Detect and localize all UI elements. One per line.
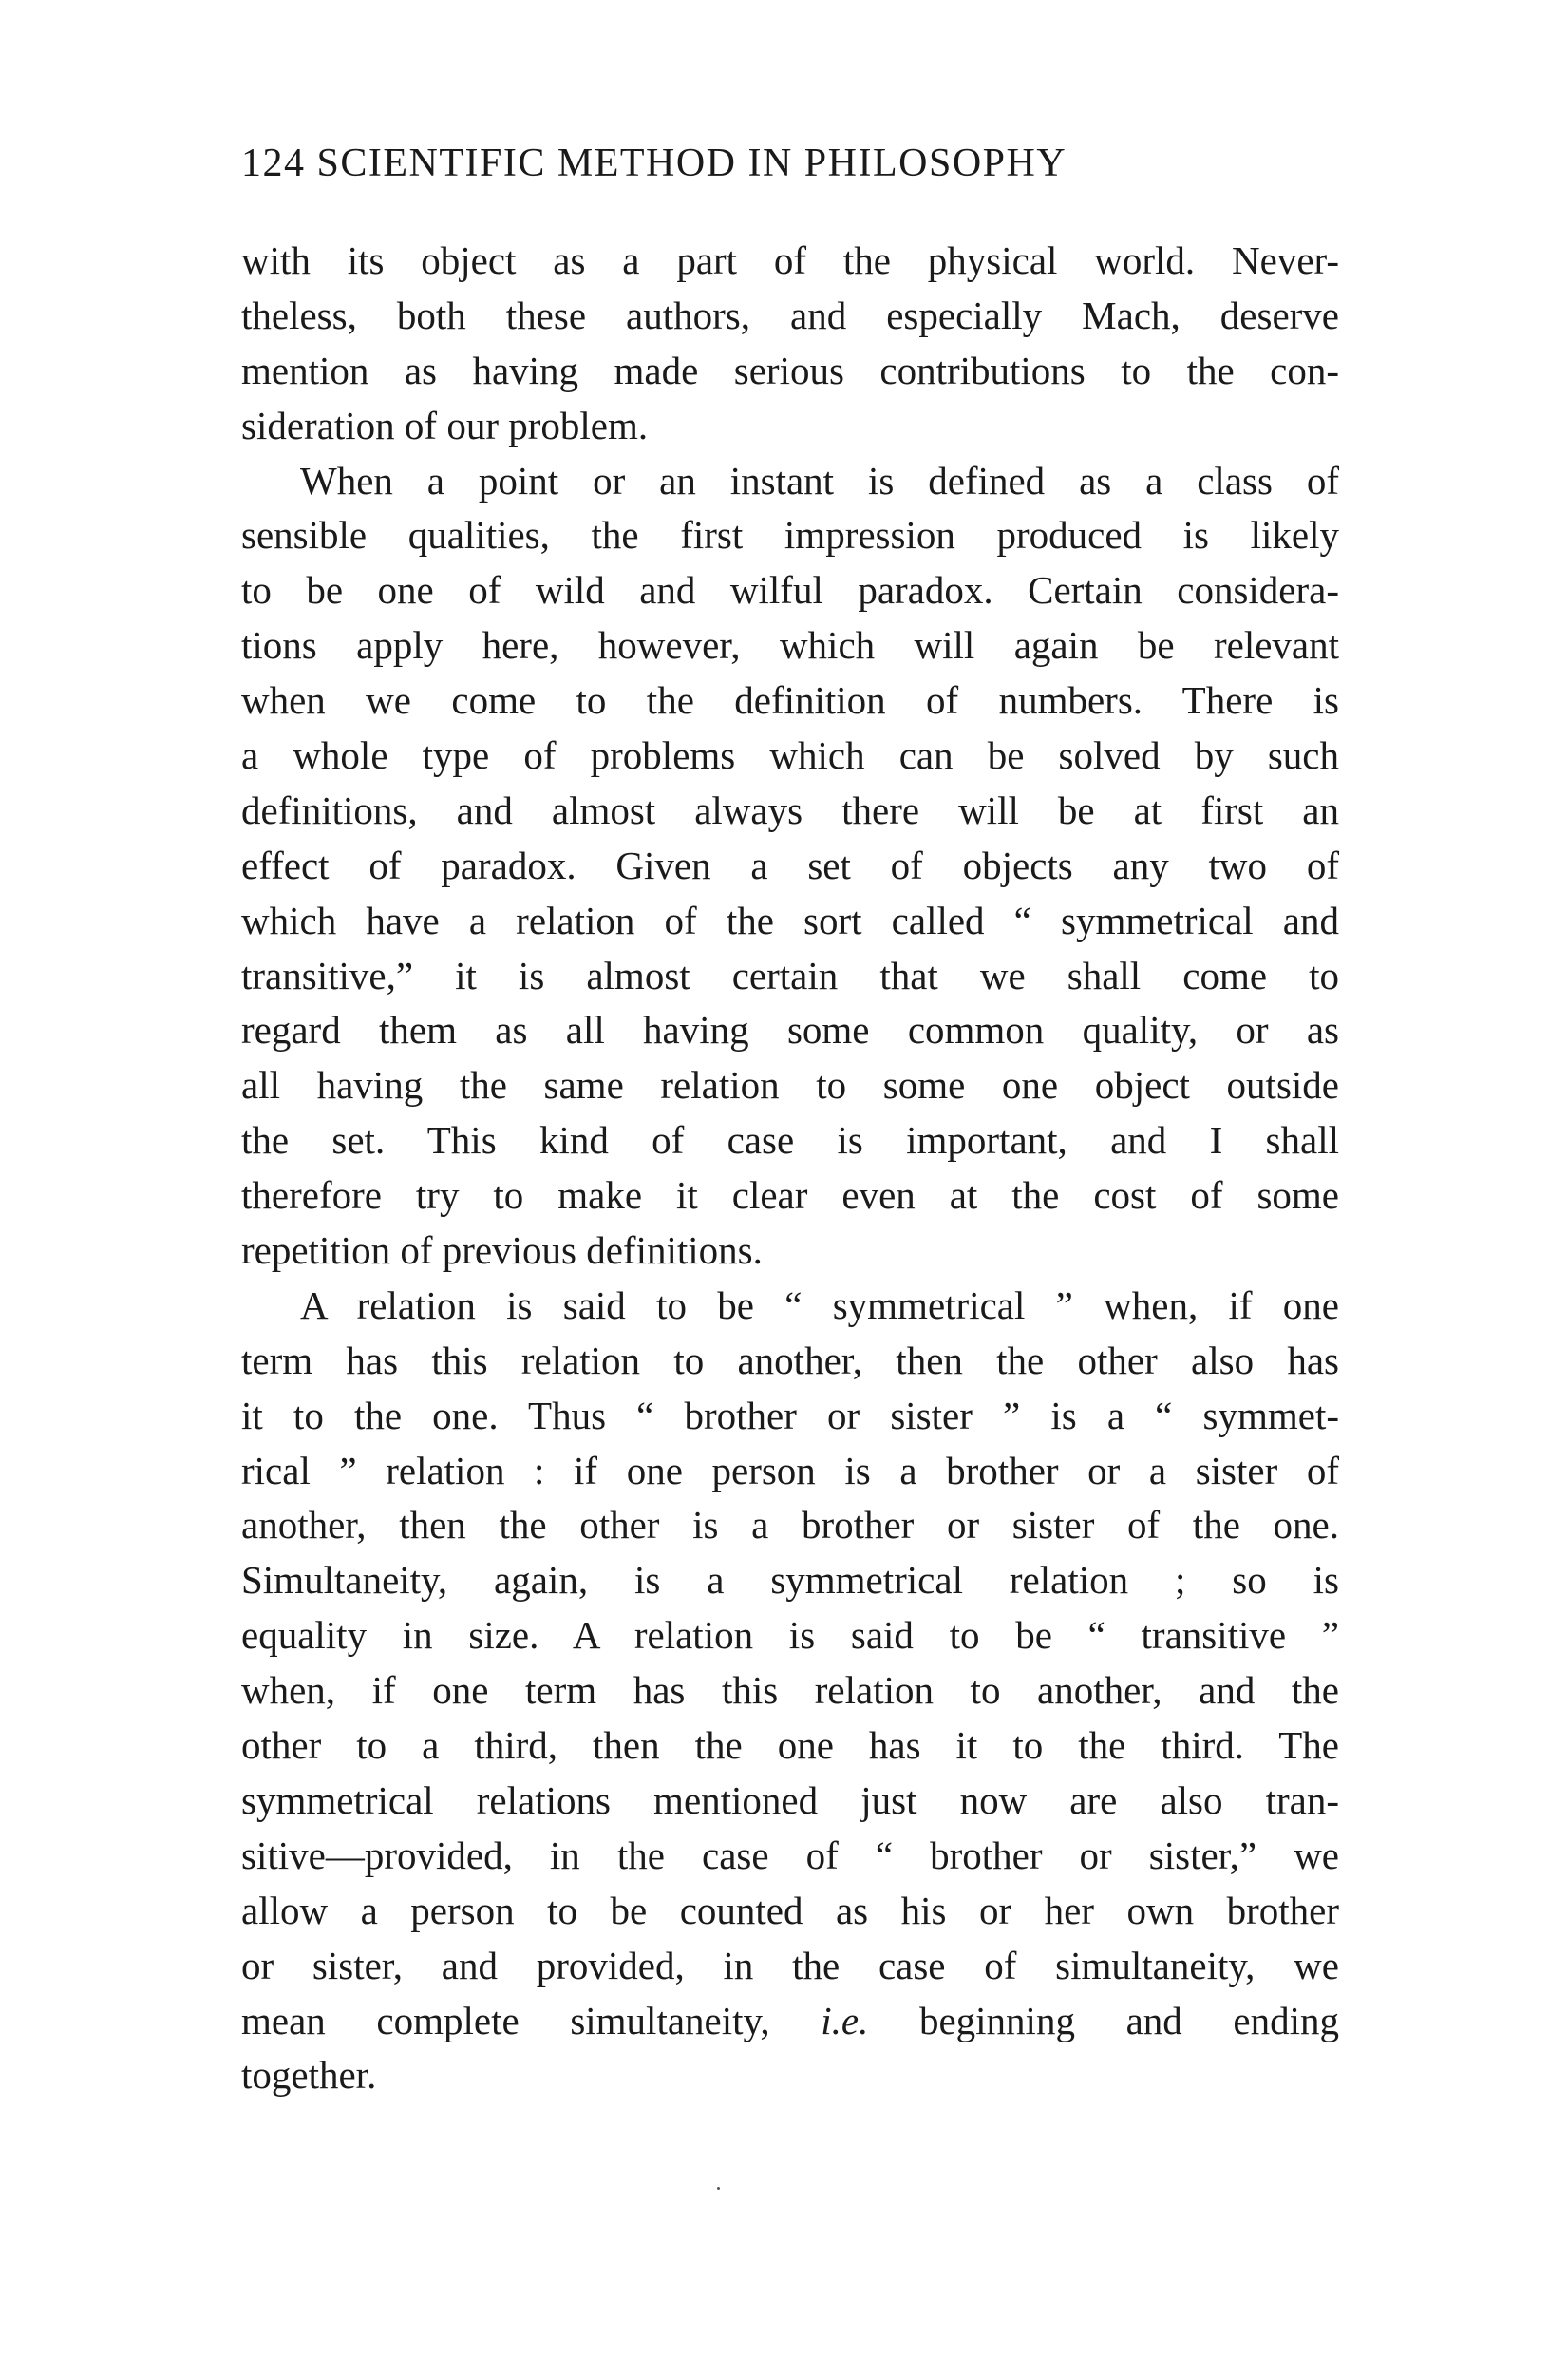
text-line: with its object as a part of the physical world. Never- xyxy=(241,238,1339,282)
text-line: therefore try to make it clear even at the cost of some xyxy=(241,1173,1339,1218)
text-line: sitive—provided, in the case of “ brother or sister,” we xyxy=(241,1833,1339,1877)
text-line: when, if one term has this relation to another, and the xyxy=(241,1668,1339,1713)
text-line: sideration of our problem. xyxy=(241,403,649,447)
text-line: when we come to the definition of numbers. There is xyxy=(241,678,1339,723)
text-line: other to a third, then the one has it to the third. The xyxy=(241,1723,1339,1768)
text-line: allow a person to be counted as his or her own brother xyxy=(241,1888,1339,1932)
running-header xyxy=(241,141,1324,186)
text-line: regard them as all having some common quality, or as xyxy=(241,1008,1339,1053)
text-segment: mean complete simultaneity, xyxy=(241,1998,822,2042)
text-line: which have a relation of the sort called “ symmetrical and xyxy=(241,898,1339,942)
printer-mark xyxy=(717,2187,720,2190)
text-line: When a point or an instant is defined as a class of xyxy=(300,458,1339,503)
text-line: all having the same relation to some one object outside xyxy=(241,1063,1339,1108)
text-segment: beginning and ending xyxy=(868,1998,1339,2042)
text-line: theless, both these authors, and especially Mach, deserve xyxy=(241,293,1339,337)
text-line: Simultaneity, again, is a symmetrical relation ; so is xyxy=(241,1558,1339,1603)
text-line: the set. This kind of case is important, and I shall xyxy=(241,1118,1339,1163)
text-line: a whole type of problems which can be solved by such xyxy=(241,733,1339,778)
text-line: tions apply here, however, which will again be relevant xyxy=(241,623,1339,668)
body-text xyxy=(241,234,1339,2103)
text-line: or sister, and provided, in the case of simultaneity, we xyxy=(241,1943,1339,1987)
text-line: together. xyxy=(241,2053,377,2098)
running-title: SCIENTIFIC METHOD IN PHILOSOPHY xyxy=(316,142,1067,185)
page-number: 124 xyxy=(241,142,306,185)
text-line: A relation is said to be “ symmetrical ” when, if one xyxy=(300,1282,1339,1327)
text-line: transitive,” it is almost certain that we shall come to xyxy=(241,953,1339,997)
text-line: repetition of previous definitions. xyxy=(241,1228,763,1273)
text-line: rical ” relation : if one person is a brother or a sister of xyxy=(241,1448,1339,1492)
text-line: it to the one. Thus “ brother or sister ” is a “ symmet- xyxy=(241,1393,1339,1437)
text-line: effect of paradox. Given a set of objects any two of xyxy=(241,843,1339,887)
text-line xyxy=(241,1994,1339,2049)
text-line: to be one of wild and wilful paradox. Certain considera- xyxy=(241,568,1339,613)
italic-abbreviation: i.e. xyxy=(821,1998,869,2042)
text-line: equality in size. A relation is said to be “ transitive ” xyxy=(241,1613,1339,1658)
text-line: term has this relation to another, then the other also has xyxy=(241,1338,1339,1382)
text-line: another, then the other is a brother or sister of the one. xyxy=(241,1503,1339,1548)
text-line: definitions, and almost always there will be at first an xyxy=(241,788,1339,832)
text-line: sensible qualities, the first impression produced is likely xyxy=(241,513,1339,558)
text-line: mention as having made serious contributions to the con- xyxy=(241,348,1339,392)
text-line: symmetrical relations mentioned just now are also tran- xyxy=(241,1777,1339,1822)
